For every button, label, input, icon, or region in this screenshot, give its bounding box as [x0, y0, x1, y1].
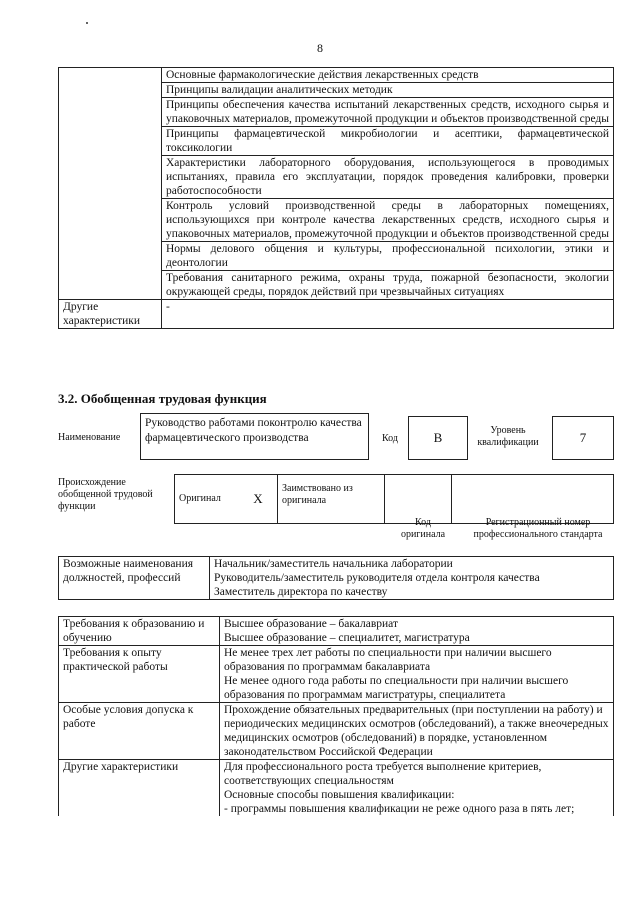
- table-row: [59, 557, 614, 572]
- table-row: [59, 646, 614, 703]
- text-line: Высшее образование – бакалавриат: [224, 618, 398, 630]
- original-label: Оригинал: [175, 475, 240, 524]
- qualification-level-box: 7: [552, 416, 614, 460]
- text-line: Не менее одного года работы по специальности при наличии высшего образования по программам магистратуры, специалитета: [224, 675, 569, 701]
- text-line: Высшее образование – специалитет, магистратура: [224, 632, 470, 644]
- education-value: [220, 617, 614, 646]
- name-label: Наименование: [58, 432, 121, 443]
- table-cell: Требования санитарного режима, охраны труда, пожарной безопасности, экологии окружающей среды, порядок действий при чрезвычайных ситуациях: [162, 271, 614, 300]
- original-mark: X: [239, 475, 278, 524]
- text-line: Для профессионального роста требуется выполнение критериев, соответствующих специальностям: [224, 761, 542, 787]
- experience-value: [220, 646, 614, 703]
- code-label: Код: [382, 433, 398, 444]
- origin-label: Происхождение обобщенной трудовой функции: [58, 477, 153, 512]
- table-row: [59, 68, 614, 83]
- table-cell: Принципы валидации аналитических методик: [162, 83, 614, 98]
- page-number: 8: [317, 41, 323, 55]
- admission-label: Особые условия допуска к работе: [59, 703, 220, 760]
- registration-number-caption: Регистрационный номер профессионального стандарта: [473, 517, 603, 540]
- text-line: Не менее трех лет работы по специальности при наличии высшего образования по программам бакалавриата: [224, 647, 552, 673]
- education-label: Требования к образованию и обучению: [59, 617, 220, 646]
- text-line: Прохождение обязательных предварительных (при поступлении на работу) и периодических медицинских осмотров (обследований), а также внеочередных медицинских осмотров (обследований) в порядке, установленном законодательством Российской Федерации: [224, 704, 609, 758]
- table-cell: Характеристики лабораторного оборудования, использующегося в проводимых испытаниях, правила его эксплуатации, порядок проведения калибровки, проверки работоспособности: [162, 156, 614, 199]
- borrowed-label: Заимствовано из оригинала: [278, 475, 385, 524]
- table-row: [59, 703, 614, 760]
- blank-left-cell: [59, 68, 162, 300]
- text-line: Основные способы повышения квалификации:: [224, 789, 455, 801]
- section-title: 3.2. Обобщенная трудовая функция: [58, 391, 267, 406]
- position-item: Начальник/заместитель начальника лаборатории: [210, 557, 614, 572]
- table-cell: Контроль условий производственной среды в лабораторных помещениях, использующихся при контроле качества лекарственных средств, исходного сырья и упаковочных материалов, промежуточной продукции и объектов производственной среды: [162, 199, 614, 242]
- qualification-level-label: Уровень квалификации: [477, 425, 539, 448]
- requirements-table: [58, 616, 614, 816]
- table-cell: Основные фармакологические действия лекарственных средств: [162, 68, 614, 83]
- positions-table: [58, 556, 614, 600]
- table-row: [59, 300, 614, 329]
- other-characteristics-label: Другие характеристики: [59, 300, 162, 329]
- knowledge-table: [58, 67, 614, 329]
- function-name-box: Руководство работами поконтролю качества фармацевтического производства: [140, 413, 369, 460]
- position-item: Заместитель директора по качеству: [210, 585, 614, 600]
- admission-value: [220, 703, 614, 760]
- table-row: [59, 617, 614, 646]
- code-box: B: [408, 416, 468, 460]
- experience-label: Требования к опыту практической работы: [59, 646, 220, 703]
- other-label: Другие характеристики: [59, 760, 220, 817]
- other-value: [220, 760, 614, 817]
- scan-speck: [86, 22, 88, 24]
- position-item: Руководитель/заместитель руководителя отдела контроля качества: [210, 571, 614, 585]
- table-cell: Принципы обеспечения качества испытаний лекарственных средств, исходного сырья и упаковочных материалов, промежуточной продукции и объектов производственной среды: [162, 98, 614, 127]
- table-cell: Нормы делового общения и культуры, профессиональной психологии, этики и деонтологии: [162, 242, 614, 271]
- positions-label: Возможные наименования должностей, профессий: [59, 557, 210, 600]
- table-row: [59, 760, 614, 817]
- other-characteristics-value: -: [162, 300, 614, 329]
- table-cell: Принципы фармацевтической микробиологии и асептики, фармацевтической токсикологии: [162, 127, 614, 156]
- original-code-caption: Код оригинала: [400, 517, 446, 540]
- text-line: - программы повышения квалификации не реже одного раза в пять лет;: [224, 803, 575, 815]
